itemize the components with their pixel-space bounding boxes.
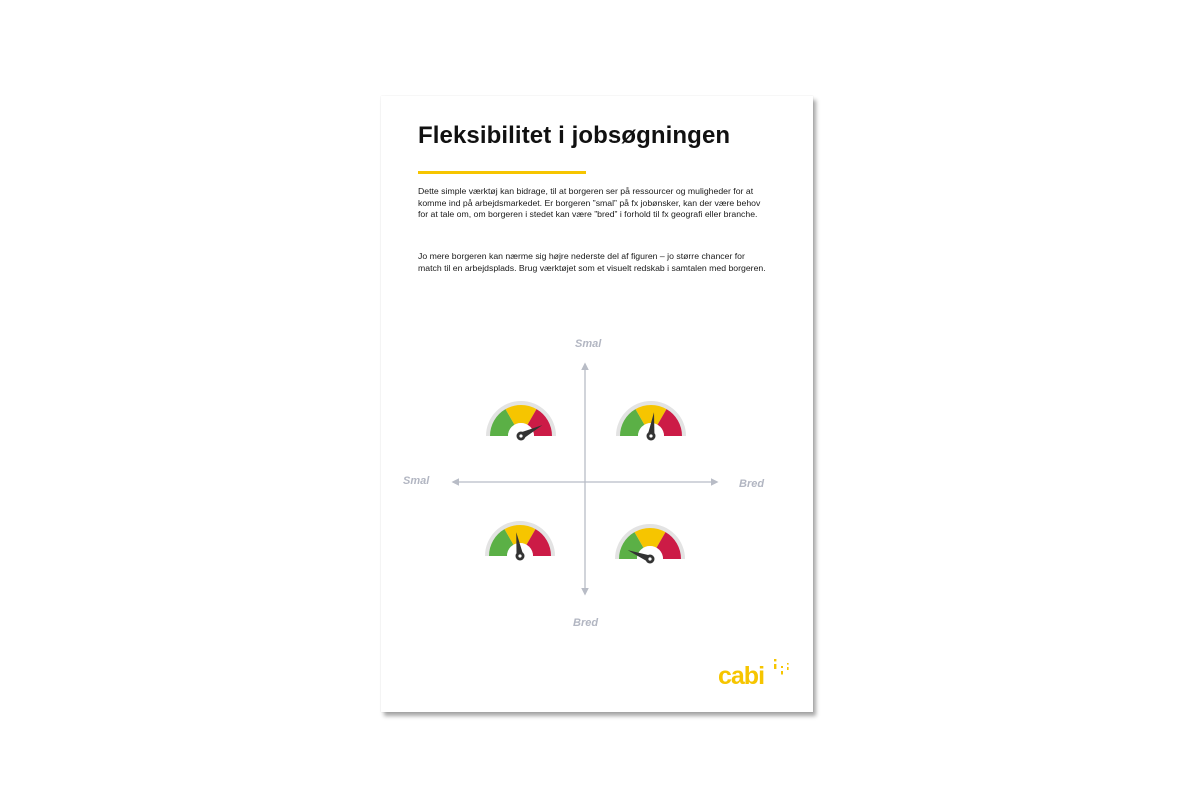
gauge-pivot-cap	[648, 557, 651, 560]
page-title: Fleksibilitet i jobsøgningen	[418, 122, 731, 149]
axis-label-top: Smal	[575, 338, 602, 350]
gauge-top-right	[616, 401, 686, 441]
gauge-pivot-cap	[519, 434, 522, 437]
gauge-bottom-right	[615, 524, 685, 564]
cabi-logo	[718, 659, 798, 697]
gauge-bottom-left	[485, 521, 555, 560]
logo-mark-icon	[718, 659, 798, 697]
axis-label-left: Smal	[403, 475, 430, 487]
gauge-pivot-cap	[649, 434, 652, 437]
axis-label-bottom: Bred	[573, 617, 599, 629]
gauge-top-left	[486, 401, 556, 441]
gauge-pivot-cap	[518, 554, 521, 557]
intro-paragraph: Dette simple værktøj kan bidrage, til at borgeren ser på ressourcer og muligheder for at komme ind på arbejdsmarkedet. Er borgeren ”smal” på fx jobønsker, kan der være behov for at tale om, om borgeren i stedet kan være ”bred” i forhold til fx geografi eller branche.	[418, 186, 761, 220]
guidance-paragraph: Jo mere borgeren kan nærme sig højre nederste del af figuren – jo større chancer for match til en arbejdsplads. Brug værktøjet som et visuelt redskab i samtalen med borgeren.	[418, 251, 766, 273]
logo-text: cabi	[718, 662, 765, 690]
document-page	[381, 96, 813, 712]
axis-label-right: Bred	[739, 478, 765, 490]
